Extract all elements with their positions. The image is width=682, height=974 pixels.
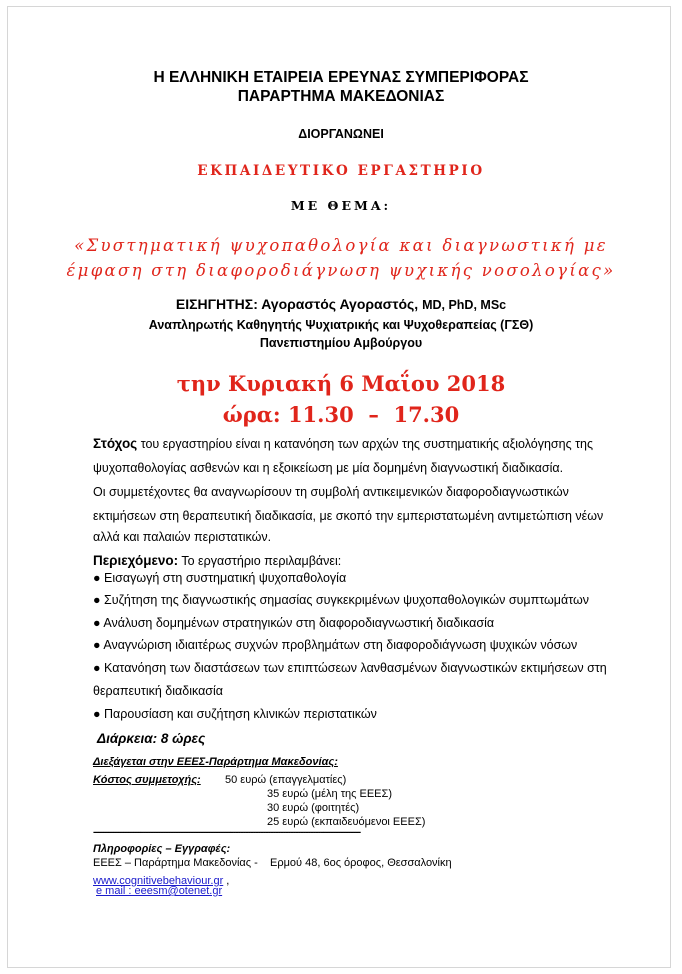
goal-label: Στόχος xyxy=(93,436,138,451)
organizes-heading: ΔΙΟΡΓΑΝΩΝΕΙ xyxy=(298,127,384,141)
website-suffix: , xyxy=(223,875,230,887)
speaker-university: Πανεπιστημίου Αμβούργου xyxy=(259,336,423,350)
list-item: ● Αναγνώριση ιδιαιτέρως συχνών προβλημάτων στη διαφοροδιάγνωση ψυχικών νόσων xyxy=(93,638,578,652)
cost-line: 35 ευρώ (μέλη της ΕΕΕΣ) xyxy=(267,788,392,800)
list-item: ● Εισαγωγή στη συστηματική ψυχοπαθολογία xyxy=(93,571,347,585)
cost-line: 25 ευρώ (εκπαιδευόμενοι ΕΕΕΣ) xyxy=(267,816,426,828)
info-heading: Πληροφορίες – Εγγραφές: xyxy=(93,843,231,855)
list-item: ● Συζήτηση της διαγνωστικής σημασίας συγκεκριμένων ψυχοπαθολογικών συμπτωμάτων xyxy=(93,593,589,607)
goal-line-4: εκτιμήσεων στη θεραπευτική διαδικασία, με σκοπό την εμπεριστατωμένη αντιμετώπιση νέων xyxy=(93,509,604,523)
cost-line: 30 ευρώ (φοιτητές) xyxy=(267,802,360,814)
speaker-degrees: MD, PhD, MSc xyxy=(422,298,507,312)
email-link[interactable]: e mail : eeesm@otenet.gr xyxy=(96,885,223,897)
contents-intro: Το εργαστήριο περιλαμβάνει: xyxy=(178,554,342,568)
goal-line-5: αλλά και παλαιών περιστατικών. xyxy=(93,530,272,544)
address: ΕΕΕΣ – Παράρτημα Μακεδονίας - Ερμού 48, 6ος όροφος, Θεσσαλονίκη xyxy=(93,857,452,869)
org-branch: ΠΑΡΑΡΤΗΜΑ ΜΑΚΕΔΟΝΙΑΣ xyxy=(237,88,445,105)
list-item-continuation: θεραπευτική διαδικασία xyxy=(93,684,224,698)
topic-line-1: «Συστηματική ψυχοπαθολογία και διαγνωστική με xyxy=(74,236,608,255)
list-item: ● Κατανόηση των διαστάσεων των επιπτώσεων λανθασμένων διαγνωστικών εκτιμήσεων στη xyxy=(93,661,607,675)
cost-label: Κόστος συμμετοχής: xyxy=(93,774,201,786)
speaker-name: ΕΙΣΗΓΗΤΗΣ: Αγοραστός Αγοραστός, xyxy=(175,296,419,312)
goal-line-1 xyxy=(93,436,593,451)
workshop-title: ΕΚΠΑΙΔΕΥΤΙΚΟ ΕΡΓΑΣΤΗΡΙΟ xyxy=(197,163,485,179)
event-date: την Κυριακή 6 Μαΐου 2018 xyxy=(176,371,506,396)
event-time: ώρα: 11.30 – 17.30 xyxy=(222,402,460,427)
website-link[interactable]: www.cognitivebehaviour.gr xyxy=(93,875,224,887)
contents-label: Περιεχόμενο: xyxy=(93,553,179,568)
duration: Διάρκεια: 8 ώρες xyxy=(97,731,206,746)
topic-line-2: έμφαση στη διαφοροδιάγνωση ψυχικής νοσολογίας» xyxy=(66,261,616,280)
list-item: ● Ανάλυση δομημένων στρατηγικών στη διαφοροδιαγνωστική διαδικασία xyxy=(93,616,495,630)
held-at: Διεξάγεται στην ΕΕΕΣ-Παράρτημα Μακεδονίας: xyxy=(93,756,338,768)
goal-line-2: ψυχοπαθολογίας ασθενών και η εξοικείωση με μία δομημένη διαγνωστική διαδικασία. xyxy=(93,461,564,475)
contents-heading xyxy=(93,553,341,568)
list-item: ● Παρουσίαση και συζήτηση κλινικών περιστατικών xyxy=(93,707,377,721)
speaker-position: Αναπληρωτής Καθηγητής Ψυχιατρικής και Ψυχοθεραπείας (ΓΣΘ) xyxy=(148,318,534,332)
org-name: Η ΕΛΛΗΝΙΚΗ ΕΤΑΙΡΕΙΑ ΕΡΕΥΝΑΣ ΣΥΜΠΕΡΙΦΟΡΑΣ xyxy=(153,69,529,86)
goal-text-1: του εργαστηρίου είναι η κατανόηση των αρχών της συστηματικής αξιολόγησης της xyxy=(137,437,594,451)
speaker xyxy=(0,296,682,312)
goal-line-3: Οι συμμετέχοντες θα αναγνωρίσουν τη συμβολή αντικειμενικών διαφοροδιαγνωστικών xyxy=(93,485,569,499)
theme-label: ΜΕ ΘΕΜΑ: xyxy=(290,198,392,213)
cost-line: 50 ευρώ (επαγγελματίες) xyxy=(225,774,347,786)
divider: ----------------------------------------------------------------------------------------------------------- xyxy=(93,826,361,838)
